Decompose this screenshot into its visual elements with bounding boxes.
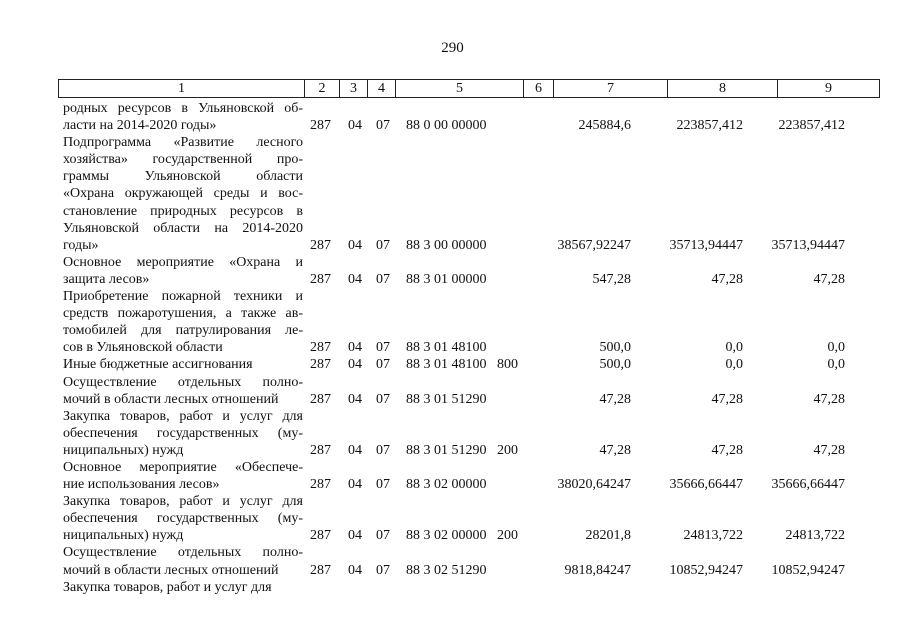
row-description [63,459,303,493]
cell-col-4: 07 [376,528,390,544]
description-line: Закупка товаров, работ и услуг для [63,579,272,595]
cell-col-4: 07 [376,340,390,356]
cell-col-9: 47,28 [813,442,845,458]
description-line: Закупка товаров, работ и услуг для [63,494,303,510]
cell-col-8: 35713,94447 [669,237,743,253]
cell-col-9: 47,28 [813,271,845,287]
row-description [63,544,303,578]
cell-col-5: 88 3 01 48100 [406,357,487,373]
table-row [0,356,905,373]
table-row [0,374,905,408]
description-line: обеспечения государственных (му- [63,425,303,441]
column-header-8: 8 [668,80,778,98]
cell-col-3: 04 [348,357,362,373]
cell-col-7: 500,0 [599,340,631,356]
cell-col-2: 287 [310,391,331,407]
cell-col-9: 24813,722 [785,528,845,544]
cell-col-9: 0,0 [827,357,845,373]
cell-col-2: 287 [310,340,331,356]
description-line: Закупка товаров, работ и услуг для [63,408,303,424]
column-header-1: 1 [59,80,305,98]
cell-col-9: 10852,94247 [771,562,845,578]
description-line: средств пожаротушения, а также ав- [63,306,303,322]
cell-col-4: 07 [376,237,390,253]
cell-col-4: 07 [376,477,390,493]
description-line: Приобретение пожарной техники и [63,289,303,305]
description-line: Ульяновской области на 2014-2020 [63,220,303,236]
cell-col-5: 88 3 00 00000 [406,237,487,253]
table-row [0,493,905,544]
cell-col-8: 47,28 [711,271,743,287]
cell-col-8: 0,0 [725,357,743,373]
description-line: родных ресурсов в Ульяновской об- [63,101,303,116]
description-line: Подпрограмма «Развитие лесного [63,135,303,151]
description-line: защита лесов» [63,271,150,287]
cell-col-3: 04 [348,477,362,493]
cell-col-3: 04 [348,442,362,458]
cell-col-2: 287 [310,477,331,493]
table-row [0,134,905,254]
table-row [0,544,905,578]
cell-col-8: 0,0 [725,340,743,356]
cell-col-7: 47,28 [599,442,631,458]
column-header-row [59,80,880,98]
cell-col-6: 200 [497,528,518,544]
cell-col-9: 47,28 [813,391,845,407]
description-line: мочий в области лесных отношений [63,562,279,578]
description-line: Осуществление отдельных полно- [63,545,303,561]
cell-col-7: 38020,64247 [557,477,631,493]
description-line: ниципальных) нужд [63,442,184,458]
cell-col-8: 47,28 [711,391,743,407]
cell-col-2: 287 [310,357,331,373]
column-header-3: 3 [340,80,368,98]
cell-col-8: 47,28 [711,442,743,458]
column-header-5: 5 [396,80,524,98]
cell-col-4: 07 [376,562,390,578]
cell-col-5: 88 3 01 00000 [406,271,487,287]
cell-col-3: 04 [348,391,362,407]
cell-col-5: 88 3 02 00000 [406,528,487,544]
description-line: ниципальных) нужд [63,528,184,544]
table-row [0,254,905,288]
column-header-table [58,79,880,98]
cell-col-7: 28201,8 [585,528,631,544]
cell-col-9: 223857,412 [778,118,845,134]
cell-col-7: 9818,84247 [564,562,631,578]
cell-col-5: 88 3 01 51290 [406,442,487,458]
row-description [63,408,303,459]
cell-col-2: 287 [310,442,331,458]
cell-col-6: 200 [497,442,518,458]
row-description [63,288,303,356]
cell-col-4: 07 [376,442,390,458]
description-line: Основное мероприятие «Охрана и [63,254,303,270]
cell-col-4: 07 [376,271,390,287]
column-header-7: 7 [554,80,668,98]
cell-col-3: 04 [348,528,362,544]
cell-col-5: 88 3 02 51290 [406,562,487,578]
cell-col-6: 800 [497,357,518,373]
description-line: хозяйства» государственной про- [63,152,303,168]
cell-col-4: 07 [376,118,390,134]
cell-col-2: 287 [310,118,331,134]
description-line: Основное мероприятие «Обеспече- [63,459,303,475]
cell-col-3: 04 [348,340,362,356]
table-row [0,288,905,356]
cell-col-3: 04 [348,562,362,578]
description-line: томобилей для патрулирования ле- [63,323,303,339]
cell-col-7: 500,0 [599,357,631,373]
cell-col-2: 287 [310,271,331,287]
cell-col-5: 88 3 02 00000 [406,477,487,493]
cell-col-3: 04 [348,118,362,134]
row-description [63,579,303,596]
column-header-4: 4 [368,80,396,98]
description-line: мочий в области лесных отношений [63,391,279,407]
description-line: «Охрана окружающей среды и вос- [63,186,303,202]
description-line: Иные бюджетные ассигнования [63,357,253,373]
row-description [63,134,303,254]
description-line: сов в Ульяновской области [63,340,223,356]
cell-col-9: 0,0 [827,340,845,356]
cell-col-8: 223857,412 [676,118,743,134]
table-body [0,100,905,596]
row-description [63,493,303,544]
description-line: годы» [63,237,99,253]
row-description [63,254,303,288]
cell-col-2: 287 [310,562,331,578]
description-line: ние использования лесов» [63,477,220,493]
cell-col-4: 07 [376,357,390,373]
cell-col-7: 245884,6 [578,118,631,134]
row-description [63,374,303,408]
cell-col-7: 47,28 [599,391,631,407]
table-row [0,459,905,493]
table-row [0,579,905,596]
cell-col-2: 287 [310,237,331,253]
cell-col-4: 07 [376,391,390,407]
description-line: Осуществление отдельных полно- [63,374,303,390]
cell-col-5: 88 3 01 48100 [406,340,487,356]
table-row [0,100,905,134]
cell-col-5: 88 3 01 51290 [406,391,487,407]
cell-col-7: 547,28 [592,271,631,287]
cell-col-8: 24813,722 [683,528,743,544]
cell-col-7: 38567,92247 [557,237,631,253]
cell-col-5: 88 0 00 00000 [406,118,487,134]
cell-col-3: 04 [348,271,362,287]
description-line: становление природных ресурсов в [63,203,303,219]
row-description [63,100,303,134]
page-number: 290 [441,40,464,56]
cell-col-9: 35666,66447 [771,477,845,493]
cell-col-3: 04 [348,237,362,253]
column-header-6: 6 [524,80,554,98]
table-row [0,408,905,459]
row-description [63,356,303,373]
cell-col-9: 35713,94447 [771,237,845,253]
cell-col-8: 35666,66447 [669,477,743,493]
column-header-9: 9 [778,80,880,98]
description-line: ласти на 2014-2020 годы» [63,118,217,134]
cell-col-2: 287 [310,528,331,544]
column-header-2: 2 [305,80,340,98]
cell-col-8: 10852,94247 [669,562,743,578]
description-line: граммы Ульяновской области [63,169,303,185]
description-line: обеспечения государственных (му- [63,511,303,527]
